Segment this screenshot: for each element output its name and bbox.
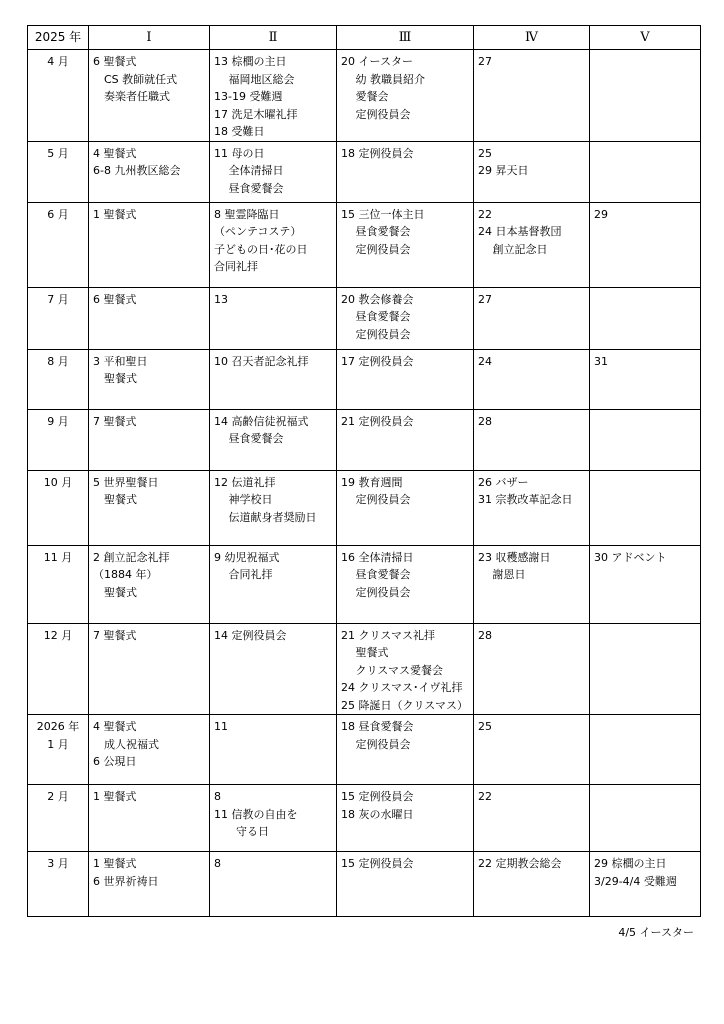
week-2-cell (210, 287, 337, 349)
week-1-cell (89, 141, 210, 202)
event-line: 29 棕櫚の主日 (594, 857, 667, 870)
event-line: （ペンテコステ） (214, 225, 302, 238)
week-2-cell (210, 141, 337, 202)
event-line: 13 (214, 292, 228, 306)
event-line: 9 幼児祝福式 (214, 550, 280, 564)
event-line: 26 バザー (478, 475, 529, 489)
event-line: 31 宗教改革記念日 (478, 493, 573, 506)
event-line: 22 (478, 207, 492, 221)
event-line: 25 (478, 146, 492, 160)
event-line: 聖餐式 (341, 646, 389, 659)
event-line: 29 昇天日 (478, 164, 529, 177)
event-line: 13 棕櫚の主日 (214, 55, 287, 68)
month-label (28, 785, 89, 852)
month-row (28, 409, 701, 470)
month-label (28, 409, 89, 470)
week-5-cell (590, 852, 701, 917)
month-label-line: 7 月 (47, 292, 69, 306)
week-1-cell (89, 852, 210, 917)
month-label-line: 2026 年 (36, 720, 80, 733)
event-line: 27 (478, 292, 492, 306)
event-line: 4 聖餐式 (93, 720, 137, 733)
event-line: （1884 年） (93, 568, 158, 581)
week-5-cell (590, 50, 701, 142)
month-label-line: 9 月 (47, 414, 69, 428)
month-row (28, 50, 701, 142)
event-line: 聖餐式 (93, 372, 137, 385)
week-3-cell (337, 141, 474, 202)
week-2-cell (210, 202, 337, 287)
month-row (28, 287, 701, 349)
event-line: 定例役員会 (341, 107, 411, 121)
event-line: 10 召天者記念礼拝 (214, 354, 309, 368)
event-line: 13-19 受難週 (214, 90, 283, 103)
month-label (28, 470, 89, 545)
event-line: 6 世界祈祷日 (93, 874, 159, 888)
event-line: 合同礼拝 (214, 260, 258, 273)
event-line: 3/29-4/4 受難週 (594, 874, 677, 888)
event-line: 聖餐式 (93, 493, 137, 506)
week-1-cell (89, 349, 210, 409)
event-line: 7 聖餐式 (93, 414, 137, 428)
week-5-cell (590, 409, 701, 470)
month-label-line: 3 月 (47, 857, 69, 870)
week-5-cell (590, 202, 701, 287)
week-3-cell (337, 623, 474, 715)
week-4-cell (474, 287, 590, 349)
week-3-cell (337, 202, 474, 287)
header-row (28, 26, 701, 50)
month-label (28, 141, 89, 202)
col-header-2: Ⅱ (210, 26, 337, 50)
month-label (28, 287, 89, 349)
event-line: 合同礼拝 (214, 568, 273, 581)
event-line: 1 聖餐式 (93, 207, 137, 221)
month-label-line: 1 月 (47, 737, 69, 751)
week-3-cell (337, 349, 474, 409)
event-line: 18 定例役員会 (341, 146, 414, 160)
week-4-cell (474, 545, 590, 623)
month-label (28, 202, 89, 287)
month-label (28, 349, 89, 409)
week-4-cell (474, 852, 590, 917)
col-header-3: Ⅲ (337, 26, 474, 50)
event-line: 子どもの日･花の日 (214, 242, 308, 256)
week-5-cell (590, 545, 701, 623)
week-1-cell (89, 623, 210, 715)
event-line: 18 灰の水曜日 (341, 807, 414, 821)
event-line: 福岡地区総会 (214, 72, 295, 86)
week-3-cell (337, 287, 474, 349)
event-line: 27 (478, 55, 492, 68)
week-5-cell (590, 141, 701, 202)
month-row (28, 785, 701, 852)
event-line: 15 定例役員会 (341, 857, 414, 870)
event-line: 成人祝福式 (93, 737, 159, 751)
event-line: 創立記念日 (478, 242, 548, 256)
event-line: 聖餐式 (93, 585, 137, 599)
week-4-cell (474, 785, 590, 852)
week-4-cell (474, 623, 590, 715)
month-label-line: 2 月 (47, 790, 69, 803)
week-3-cell (337, 409, 474, 470)
event-line: 定例役員会 (341, 585, 411, 599)
event-line: 6 聖餐式 (93, 292, 137, 306)
month-row (28, 545, 701, 623)
event-line: 22 (478, 790, 492, 803)
event-line: 23 収穫感謝日 (478, 550, 551, 564)
event-line: 11 (214, 720, 228, 733)
event-line: 25 (478, 720, 492, 733)
event-line: 定例役員会 (341, 327, 411, 341)
event-line: 20 イースター (341, 55, 413, 68)
event-line: 2 創立記念礼拝 (93, 550, 170, 564)
month-label-line: 12 月 (43, 628, 73, 642)
month-label (28, 623, 89, 715)
col-header-5: Ⅴ (590, 26, 701, 50)
church-calendar-table (27, 25, 701, 917)
event-line: 15 定例役員会 (341, 790, 414, 803)
week-4-cell (474, 409, 590, 470)
week-2-cell (210, 50, 337, 142)
week-4-cell (474, 50, 590, 142)
week-3-cell (337, 852, 474, 917)
week-4-cell (474, 141, 590, 202)
event-line: 18 受難日 (214, 125, 265, 138)
week-4-cell (474, 470, 590, 545)
month-label (28, 715, 89, 785)
month-label (28, 50, 89, 142)
week-3-cell (337, 470, 474, 545)
week-2-cell (210, 785, 337, 852)
week-3-cell (337, 715, 474, 785)
week-5-cell (590, 715, 701, 785)
event-line: 定例役員会 (341, 242, 411, 256)
month-label-line: 8 月 (47, 354, 69, 368)
month-row (28, 470, 701, 545)
event-line: 25 降誕日（クリスマス） (341, 698, 469, 712)
week-1-cell (89, 287, 210, 349)
event-line: 24 (478, 354, 492, 368)
event-line: 11 母の日 (214, 146, 265, 160)
week-5-cell (590, 349, 701, 409)
week-2-cell (210, 545, 337, 623)
event-line: 6 聖餐式 (93, 55, 137, 68)
week-1-cell (89, 545, 210, 623)
week-5-cell (590, 785, 701, 852)
event-line: 17 洗足木曜礼拝 (214, 107, 298, 121)
month-label-line: 11 月 (43, 550, 73, 564)
month-row (28, 141, 701, 202)
event-line: 14 定例役員会 (214, 628, 287, 642)
week-4-cell (474, 202, 590, 287)
month-row (28, 349, 701, 409)
week-1-cell (89, 470, 210, 545)
event-line: 24 日本基督教団 (478, 225, 562, 238)
event-line: CS 教師就任式 (93, 72, 178, 86)
week-2-cell (210, 852, 337, 917)
event-line: 28 (478, 628, 492, 642)
col-header-4: Ⅳ (474, 26, 590, 50)
event-line: 21 クリスマス礼拝 (341, 628, 436, 642)
week-1-cell (89, 785, 210, 852)
event-line: 6 公現日 (93, 755, 137, 768)
event-line: 守る日 (214, 825, 269, 838)
event-line: 謝恩日 (478, 568, 526, 581)
event-line: 定例役員会 (341, 737, 411, 751)
week-5-cell (590, 470, 701, 545)
event-line: 31 (594, 354, 608, 368)
week-5-cell (590, 287, 701, 349)
event-line: 昼食愛餐会 (341, 568, 411, 581)
month-row (28, 202, 701, 287)
event-line: 8 (214, 790, 221, 803)
event-line: 17 定例役員会 (341, 354, 414, 368)
month-label (28, 852, 89, 917)
event-line: 6-8 九州教区総会 (93, 164, 181, 177)
event-line: 8 聖霊降臨日 (214, 207, 280, 221)
event-line: 伝道献身者奨励日 (214, 510, 317, 524)
week-4-cell (474, 715, 590, 785)
event-line: 11 信教の自由を (214, 807, 298, 821)
event-line: 12 伝道礼拝 (214, 475, 276, 489)
event-line: 3 平和聖日 (93, 354, 148, 368)
event-line: 24 クリスマス･イヴ礼拝 (341, 681, 463, 694)
event-line: 30 アドベント (594, 550, 667, 564)
event-line: 15 三位一体主日 (341, 207, 425, 221)
col-header-1: Ⅰ (89, 26, 210, 50)
event-line: クリスマス愛餐会 (341, 663, 444, 677)
month-label-line: 6 月 (47, 207, 69, 221)
event-line: 16 全体清掃日 (341, 550, 414, 564)
week-1-cell (89, 715, 210, 785)
week-1-cell (89, 409, 210, 470)
month-label-line: 4 月 (47, 55, 69, 68)
month-row (28, 715, 701, 785)
event-line: 昼食愛餐会 (214, 432, 284, 445)
event-line: 神学校日 (214, 493, 273, 506)
month-label-line: 10 月 (43, 475, 73, 489)
month-label-line: 5 月 (47, 146, 69, 160)
event-line: 全体清掃日 (214, 164, 284, 177)
event-line: 昼食愛餐会 (341, 225, 411, 238)
week-2-cell (210, 715, 337, 785)
week-3-cell (337, 545, 474, 623)
event-line: 愛餐会 (341, 90, 389, 103)
week-1-cell (89, 50, 210, 142)
event-line: 1 聖餐式 (93, 790, 137, 803)
month-label (28, 545, 89, 623)
week-2-cell (210, 623, 337, 715)
week-3-cell (337, 785, 474, 852)
event-line: 8 (214, 857, 221, 870)
event-line: 29 (594, 207, 608, 221)
event-line: 18 昼食愛餐会 (341, 720, 414, 733)
week-3-cell (337, 50, 474, 142)
week-5-cell (590, 623, 701, 715)
week-2-cell (210, 349, 337, 409)
event-line: 20 教会修養会 (341, 292, 414, 306)
event-line: 22 定期教会総会 (478, 857, 562, 870)
event-line: 19 教育週間 (341, 475, 403, 489)
month-row (28, 852, 701, 917)
week-2-cell (210, 409, 337, 470)
event-line: 1 聖餐式 (93, 857, 137, 870)
footer-note: 4/5 イースター (618, 926, 694, 939)
month-row (28, 623, 701, 715)
event-line: 28 (478, 414, 492, 428)
week-4-cell (474, 349, 590, 409)
event-line: 奏楽者任職式 (93, 90, 170, 103)
event-line: 7 聖餐式 (93, 628, 137, 642)
event-line: 14 高齢信徒祝福式 (214, 414, 309, 428)
week-1-cell (89, 202, 210, 287)
event-line: 21 定例役員会 (341, 414, 414, 428)
event-line: 昼食愛餐会 (341, 310, 411, 323)
event-line: 幼 教職員紹介 (341, 72, 425, 86)
year-header: 2025 年 (28, 26, 89, 50)
event-line: 昼食愛餐会 (214, 181, 284, 195)
event-line: 定例役員会 (341, 493, 411, 506)
event-line: 5 世界聖餐日 (93, 475, 159, 489)
week-2-cell (210, 470, 337, 545)
event-line: 4 聖餐式 (93, 146, 137, 160)
